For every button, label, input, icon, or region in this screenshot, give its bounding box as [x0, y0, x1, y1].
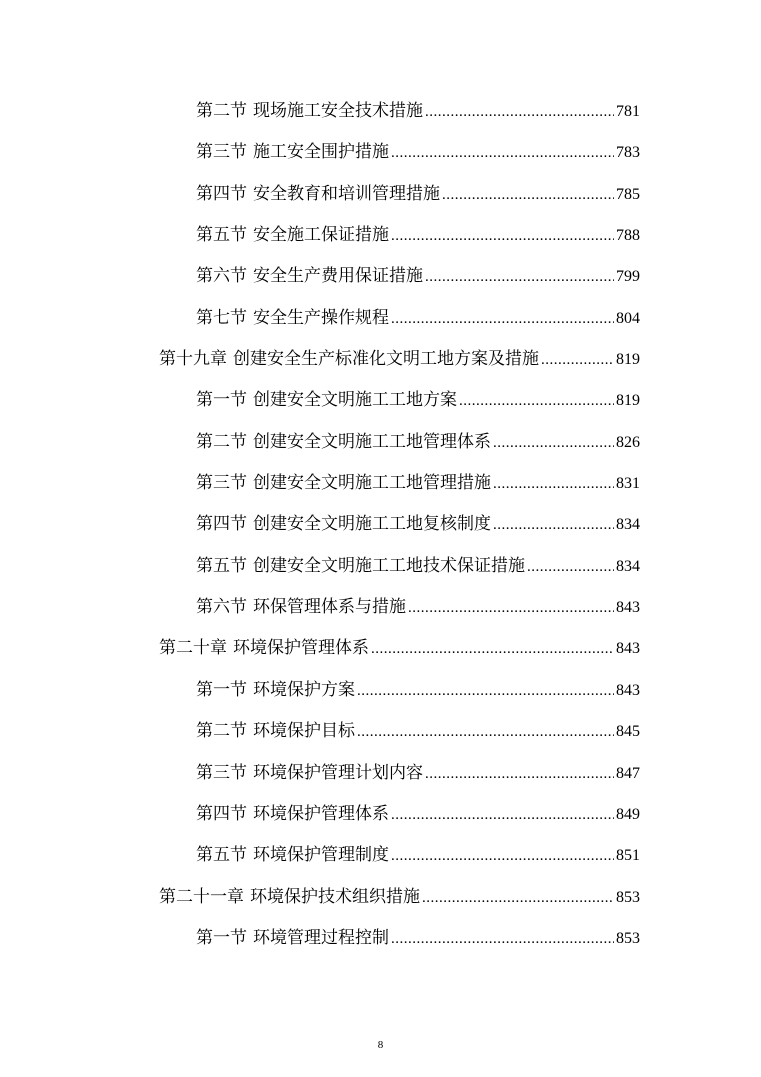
- toc-entry-page: 783: [616, 144, 640, 162]
- toc-entry-title: 安全教育和培训管理措施: [253, 183, 440, 204]
- toc-entry-number: 第二节: [196, 101, 247, 121]
- toc-entry-title: 创建安全文明施工工地复核制度: [253, 514, 491, 535]
- toc-entry-page: 799: [616, 268, 640, 286]
- toc-entry-title: 环境保护管理计划内容: [253, 762, 423, 783]
- toc-entry-title: 安全生产操作规程: [253, 307, 389, 328]
- toc-entry[interactable]: [159, 628, 640, 669]
- toc-entry[interactable]: [196, 91, 640, 132]
- toc-entry[interactable]: [196, 504, 640, 545]
- toc-entry-page: 843: [616, 599, 640, 617]
- toc-entry-page: 831: [616, 475, 640, 493]
- toc-dot-leader: [459, 381, 614, 422]
- toc-entry-page: 849: [616, 805, 640, 823]
- toc-entry-page: 843: [616, 681, 640, 699]
- toc-entry-page: 785: [616, 185, 640, 203]
- toc-dot-leader: [391, 133, 614, 174]
- page-number: 8: [377, 1039, 384, 1051]
- toc-entry-page: 843: [616, 640, 640, 658]
- toc-dot-leader: [357, 671, 614, 712]
- toc-entry-page: 804: [616, 309, 640, 327]
- toc-dot-leader: [541, 340, 614, 381]
- toc-entry-title: 环境保护技术组织措施: [250, 886, 420, 907]
- toc-entry-title: 安全生产费用保证措施: [253, 266, 423, 287]
- toc-entry-title: 创建安全文明施工工地管理体系: [253, 431, 491, 452]
- toc-entry-page: 847: [616, 764, 640, 782]
- toc-entry[interactable]: [196, 215, 640, 256]
- toc-entry-number: 第二节: [196, 431, 247, 452]
- toc-entry-number: 第五节: [196, 845, 247, 866]
- toc-entry-title: 环境保护管理体系: [253, 803, 389, 824]
- toc-entry-title: 环境保护方案: [253, 679, 355, 700]
- toc-entry[interactable]: [196, 918, 640, 959]
- toc-entry[interactable]: [196, 174, 640, 215]
- toc-entry[interactable]: [159, 339, 640, 380]
- toc-entry-title: 创建安全文明施工工地技术保证措施: [253, 555, 525, 576]
- toc-entry[interactable]: [196, 711, 640, 752]
- toc-entry[interactable]: [196, 587, 640, 628]
- toc-entry-number: 第三节: [196, 142, 247, 163]
- toc-entry-page: 826: [616, 433, 640, 451]
- toc-entry[interactable]: [196, 256, 640, 297]
- toc-entry-page: 819: [616, 351, 640, 369]
- toc-entry-number: 第五节: [196, 555, 247, 576]
- toc-entry-number: 第一节: [196, 927, 247, 948]
- toc-dot-leader: [408, 588, 614, 629]
- toc-dot-leader: [391, 299, 614, 340]
- toc-entry[interactable]: [196, 132, 640, 173]
- toc-entry-page: 853: [616, 888, 640, 906]
- toc-entry-page: 851: [616, 847, 640, 865]
- toc-entry[interactable]: [196, 670, 640, 711]
- toc-entry-title: 创建安全生产标准化文明工地方案及措施: [233, 349, 539, 370]
- toc-entry-number: 第三节: [196, 762, 247, 783]
- toc-entry-title: 创建安全文明施工工地管理措施: [253, 473, 491, 494]
- toc-dot-leader: [493, 423, 614, 464]
- toc-entry-title: 环境保护管理制度: [253, 845, 389, 866]
- toc-dot-leader: [391, 919, 614, 960]
- toc-entry-number: 第四节: [196, 803, 247, 824]
- table-of-contents: [0, 91, 761, 959]
- toc-entry[interactable]: [196, 422, 640, 463]
- toc-dot-leader: [391, 216, 614, 257]
- toc-entry-number: 第六节: [196, 597, 247, 618]
- toc-entry-number: 第四节: [196, 514, 247, 535]
- toc-entry[interactable]: [159, 877, 640, 918]
- toc-entry-title: 环境保护管理体系: [233, 638, 369, 659]
- toc-entry-title: 安全施工保证措施: [253, 225, 389, 246]
- toc-entry-number: 第六节: [196, 266, 247, 287]
- toc-dot-leader: [425, 754, 614, 795]
- toc-entry-number: 第二十章: [159, 638, 227, 659]
- toc-entry[interactable]: [196, 298, 640, 339]
- toc-entry-number: 第十九章: [159, 349, 227, 370]
- toc-entry-title: 环境管理过程控制: [253, 927, 389, 948]
- toc-entry[interactable]: [196, 463, 640, 504]
- toc-entry-page: 819: [616, 392, 640, 410]
- toc-entry[interactable]: [196, 794, 640, 835]
- toc-entry-number: 第一节: [196, 390, 247, 411]
- toc-entry[interactable]: [196, 753, 640, 794]
- toc-entry-number: 第七节: [196, 307, 247, 328]
- toc-entry-title: 施工安全围护措施: [253, 142, 389, 163]
- toc-entry-page: 845: [616, 723, 640, 741]
- toc-dot-leader: [422, 878, 614, 919]
- toc-dot-leader: [425, 92, 614, 133]
- toc-entry-title: 环保管理体系与措施: [253, 597, 406, 618]
- toc-entry-number: 第三节: [196, 473, 247, 494]
- toc-dot-leader: [493, 464, 614, 505]
- toc-entry-number: 第四节: [196, 183, 247, 204]
- toc-entry-number: 第一节: [196, 679, 247, 700]
- toc-entry-page: 788: [616, 227, 640, 245]
- toc-entry-number: 第二节: [196, 721, 247, 742]
- toc-entry-page: 834: [616, 557, 640, 575]
- toc-entry-page: 834: [616, 516, 640, 534]
- toc-dot-leader: [371, 629, 614, 670]
- toc-dot-leader: [493, 505, 614, 546]
- toc-entry-number: 第五节: [196, 225, 247, 246]
- toc-dot-leader: [442, 175, 614, 216]
- toc-dot-leader: [357, 712, 614, 753]
- toc-entry[interactable]: [196, 835, 640, 876]
- toc-dot-leader: [391, 795, 614, 836]
- toc-entry-title: 环境保护目标: [253, 721, 355, 742]
- toc-dot-leader: [527, 547, 614, 588]
- toc-entry-page: 853: [616, 929, 640, 947]
- toc-entry-title: 现场施工安全技术措施: [253, 101, 423, 121]
- toc-entry[interactable]: [196, 546, 640, 587]
- toc-entry-page: 781: [616, 103, 640, 120]
- toc-dot-leader: [425, 257, 614, 298]
- toc-entry[interactable]: [196, 380, 640, 421]
- toc-entry-number: 第二十一章: [159, 886, 244, 907]
- toc-entry-title: 创建安全文明施工工地方案: [253, 390, 457, 411]
- toc-dot-leader: [391, 836, 614, 877]
